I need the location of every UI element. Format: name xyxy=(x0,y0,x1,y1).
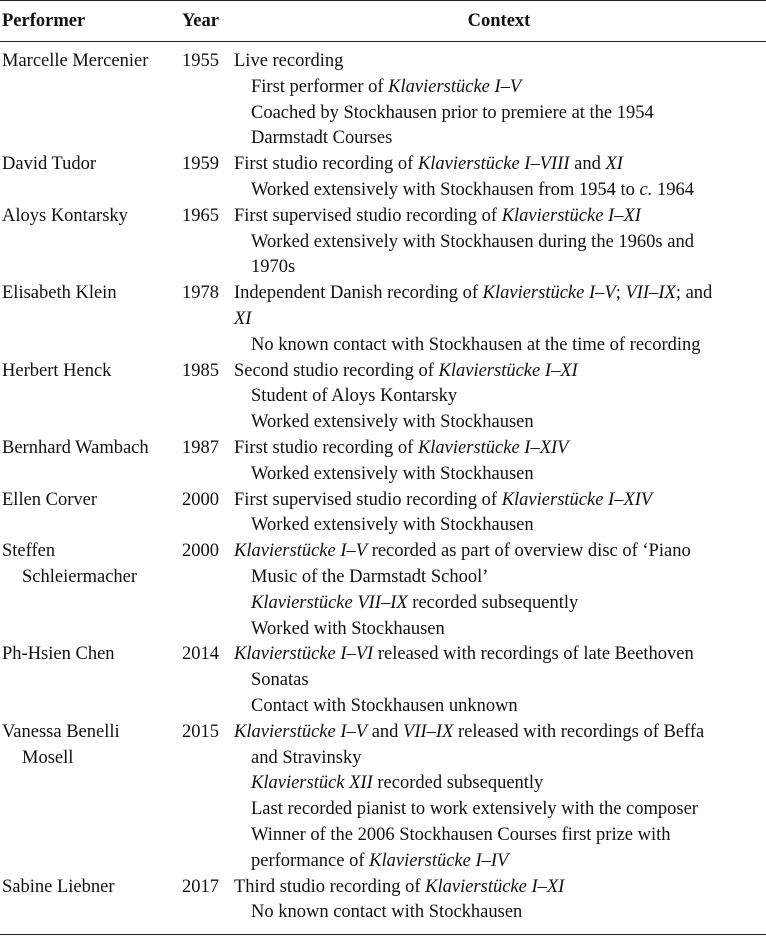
work-title-text: Klavierstücke VII–IX xyxy=(251,592,408,613)
context-cell xyxy=(232,720,766,875)
table-row xyxy=(0,42,766,153)
context-text: Independent Danish recording of xyxy=(234,283,483,304)
performer-name-line: Mosell xyxy=(22,747,74,768)
context-text: and xyxy=(367,721,404,742)
context-line xyxy=(234,204,766,230)
context-line xyxy=(234,101,766,127)
context-text: and Stravinsky xyxy=(251,747,362,768)
context-text: ; and xyxy=(675,283,713,304)
context-line xyxy=(234,591,766,617)
performer-name-line: Schleiermacher xyxy=(22,566,138,587)
performer-cell xyxy=(0,359,180,436)
performer-name-line: Vanessa Benelli xyxy=(2,721,120,742)
context-line xyxy=(234,307,766,333)
performer-name-line: David Tudor xyxy=(2,154,97,175)
context-line xyxy=(234,539,766,565)
work-title-text: Klavierstücke I–V xyxy=(388,76,522,97)
context-text: First studio recording of xyxy=(234,437,418,458)
year-cell: 2000 xyxy=(182,541,219,562)
context-text: released with recordings of late Beethoven xyxy=(373,644,694,665)
context-line xyxy=(234,75,766,101)
work-title-text: Klavierstücke I–VI xyxy=(234,644,374,665)
context-text: Worked extensively with Stockhausen during the 1960s and xyxy=(251,231,694,252)
table-row xyxy=(0,642,766,719)
performer-name-line: Ellen Corver xyxy=(2,489,98,510)
context-text: First studio recording of xyxy=(234,154,418,175)
context-line xyxy=(234,152,766,178)
context-text: Third studio recording of xyxy=(234,876,426,897)
context-line xyxy=(234,565,766,591)
year-cell: 2015 xyxy=(182,721,219,742)
context-line xyxy=(234,823,766,849)
context-line xyxy=(234,384,766,410)
context-line xyxy=(234,771,766,797)
context-line xyxy=(234,668,766,694)
context-text: Worked extensively with Stockhausen xyxy=(251,515,534,536)
context-cell xyxy=(232,42,766,153)
context-text: released with recordings of Beffa xyxy=(453,721,705,742)
context-text: recorded subsequently xyxy=(372,773,544,794)
context-cell xyxy=(232,281,766,358)
work-title-text: VII–IX xyxy=(625,283,676,304)
work-title-text: XI xyxy=(605,154,623,175)
context-text: ; xyxy=(615,283,626,304)
work-title-text: Klavierstücke I–XI xyxy=(438,360,578,381)
work-title-text: Klavierstücke I–V xyxy=(234,541,368,562)
performer-name-line: Aloys Kontarsky xyxy=(2,205,128,226)
table-row xyxy=(0,875,766,935)
performer-cell xyxy=(0,281,180,358)
year-cell: 1959 xyxy=(182,154,219,175)
context-text: No known contact with Stockhausen xyxy=(251,902,523,923)
context-text: Music of the Darmstadt School’ xyxy=(251,566,489,587)
table-row xyxy=(0,539,766,642)
context-line xyxy=(234,900,766,926)
performer-cell xyxy=(0,720,180,875)
context-text: recorded subsequently xyxy=(407,592,579,613)
table-header-row xyxy=(0,1,766,42)
context-cell xyxy=(232,204,766,281)
context-text: Worked extensively with Stockhausen from 1954 to xyxy=(251,179,640,200)
performer-cell xyxy=(0,875,180,935)
context-text: Last recorded pianist to work extensively with the composer xyxy=(251,799,698,820)
context-line xyxy=(234,849,766,875)
context-text: 1964 xyxy=(652,179,694,200)
performer-cell xyxy=(0,436,180,488)
context-text: Darmstadt Courses xyxy=(251,128,393,149)
context-cell xyxy=(232,642,766,719)
context-line xyxy=(234,333,766,359)
table-row xyxy=(0,720,766,875)
context-line xyxy=(234,488,766,514)
work-title-text: Klavierstücke I–V xyxy=(482,283,616,304)
performer-cell xyxy=(0,152,180,204)
context-cell xyxy=(232,539,766,642)
context-cell xyxy=(232,875,766,935)
context-text: First supervised studio recording of xyxy=(234,489,502,510)
context-text: Worked with Stockhausen xyxy=(251,618,445,639)
context-text: recorded as part of overview disc of ‘Piano xyxy=(367,541,691,562)
work-title-text: Klavierstücke I–XIV xyxy=(417,437,569,458)
context-line xyxy=(234,617,766,643)
table-body xyxy=(0,42,766,935)
context-text: Winner of the 2006 Stockhausen Courses first prize with xyxy=(251,824,671,845)
year-cell: 2014 xyxy=(182,644,219,665)
performer-name-line: Ph-Hsien Chen xyxy=(2,644,115,665)
context-text: and xyxy=(569,154,606,175)
work-title-text: Klavierstücke I–IV xyxy=(369,850,509,871)
year-cell: 1955 xyxy=(182,51,219,71)
header-performer: Performer xyxy=(0,1,180,42)
context-text: Sonatas xyxy=(251,670,309,691)
context-text: Coached by Stockhausen prior to premiere at the 1954 xyxy=(251,102,654,123)
work-title-text: Klavierstücke I–V xyxy=(234,721,368,742)
context-text: Worked extensively with Stockhausen xyxy=(251,463,534,484)
performer-name-line: Elisabeth Klein xyxy=(2,283,117,304)
context-text: First performer of xyxy=(251,76,389,97)
performer-name-line: Sabine Liebner xyxy=(2,876,115,897)
context-line xyxy=(234,797,766,823)
work-title-text: Klavierstücke I–XI xyxy=(501,205,641,226)
context-text: Contact with Stockhausen unknown xyxy=(251,695,518,716)
table-row xyxy=(0,488,766,540)
performer-name-line: Bernhard Wambach xyxy=(2,437,149,458)
header-context: Context xyxy=(232,1,766,42)
work-title-text: VII–IX xyxy=(403,721,454,742)
context-line xyxy=(234,49,766,75)
context-cell xyxy=(232,488,766,540)
performer-cell xyxy=(0,488,180,540)
year-cell: 1965 xyxy=(182,205,219,226)
work-title-text: Klavierstück XII xyxy=(251,773,373,794)
performer-cell xyxy=(0,42,180,153)
year-cell: 1985 xyxy=(182,360,219,381)
work-title-text: Klavierstücke I–VIII xyxy=(417,154,570,175)
context-cell xyxy=(232,152,766,204)
year-cell: 1987 xyxy=(182,437,219,458)
context-line xyxy=(234,720,766,746)
table-row xyxy=(0,204,766,281)
year-cell: 2017 xyxy=(182,876,219,897)
performer-name-line: Steffen xyxy=(2,541,56,562)
context-cell xyxy=(232,436,766,488)
performer-cell xyxy=(0,642,180,719)
context-line xyxy=(234,230,766,256)
context-line xyxy=(234,694,766,720)
context-line xyxy=(234,255,766,281)
table-row xyxy=(0,436,766,488)
context-line xyxy=(234,436,766,462)
context-text: Worked extensively with Stockhausen xyxy=(251,412,534,433)
year-cell: 2000 xyxy=(182,489,219,510)
context-text: No known contact with Stockhausen at the time of recording xyxy=(251,334,701,355)
performer-name-line: Marcelle Mercenier xyxy=(2,51,149,71)
context-line xyxy=(234,642,766,668)
header-year: Year xyxy=(180,1,232,42)
context-line xyxy=(234,178,766,204)
context-line xyxy=(234,281,766,307)
context-line xyxy=(234,875,766,901)
performer-cell xyxy=(0,539,180,642)
context-cell xyxy=(232,359,766,436)
year-cell: 1978 xyxy=(182,283,219,304)
work-title-text: XI xyxy=(234,308,252,329)
context-text: Live recording xyxy=(234,51,344,71)
context-text: First supervised studio recording of xyxy=(234,205,502,226)
context-line xyxy=(234,410,766,436)
context-text: 1970s xyxy=(251,257,296,278)
context-line xyxy=(234,746,766,772)
table-row xyxy=(0,359,766,436)
table-row xyxy=(0,152,766,204)
performer-cell xyxy=(0,204,180,281)
context-line xyxy=(234,462,766,488)
work-title-text: Klavierstücke I–XI xyxy=(425,876,565,897)
context-text: Student of Aloys Kontarsky xyxy=(251,386,458,407)
context-line xyxy=(234,513,766,539)
context-text: Second studio recording of xyxy=(234,360,439,381)
context-line xyxy=(234,126,766,152)
context-text: performance of xyxy=(251,850,370,871)
work-title-text: Klavierstücke I–XIV xyxy=(501,489,653,510)
performer-name-line: Herbert Henck xyxy=(2,360,112,381)
context-line xyxy=(234,359,766,385)
table-row xyxy=(0,281,766,358)
work-title-text: c. xyxy=(639,179,653,200)
